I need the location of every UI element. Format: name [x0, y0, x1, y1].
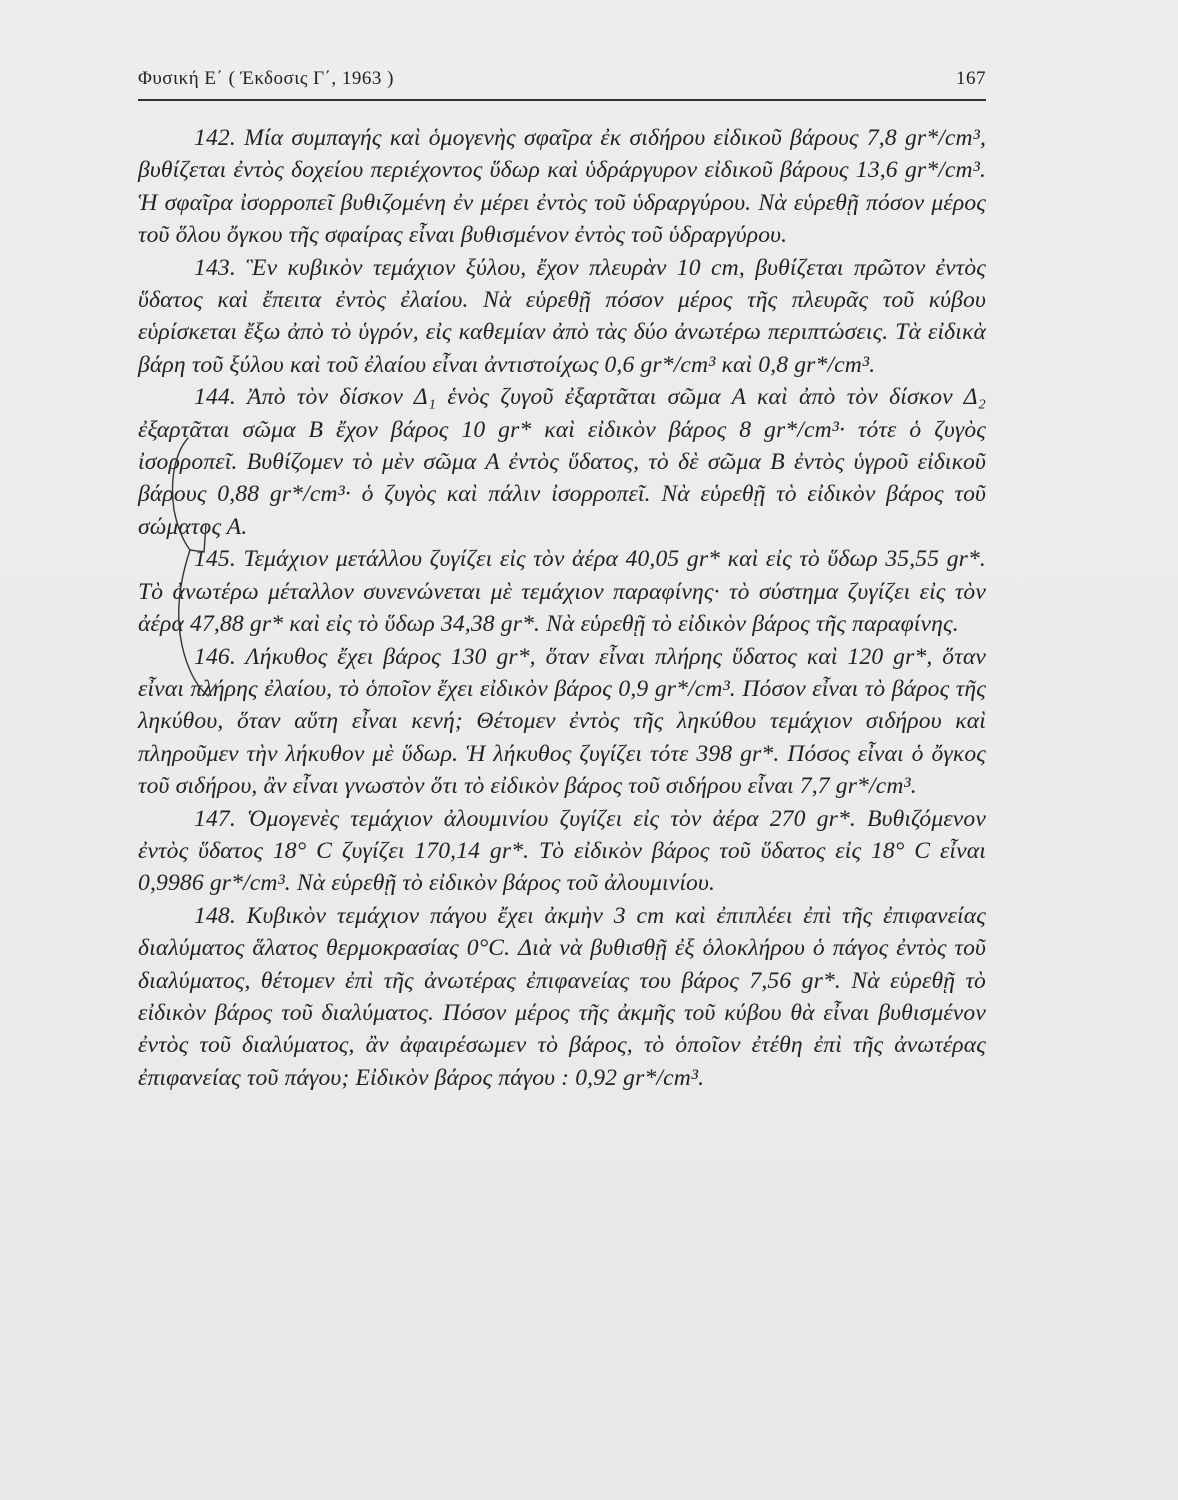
problem-text: Ὁμογενὲς τεμάχιον ἀλουμινίου ζυγίζει εἰς τὸν ἀέρα 270 gr*. Βυθιζόμενον ἐντὸς ὕδατος 18° C ζυγίζει 170,14 gr*. Τὸ εἰδικὸν βάρος τοῦ ὕδατος εἰς 18° C εἶναι 0,9986 gr*/cm³. Νὰ εὑρεθῇ τὸ εἰδικὸν βάρος τοῦ ἀλουμινίου. [138, 805, 986, 897]
problem-text: Λήκυθος ἔχει βάρος 130 gr*, ὅταν εἶναι πλήρης ὕδατος καὶ 120 gr*, ὅταν εἶναι πλήρης ἐλαίου, τὸ ὁποῖον ἔχει εἰδικὸν βάρος 0,9 gr*/cm³. Πόσον εἶναι τὸ βάρος τῆς ληκύθου, ὅταν αὕτη εἶναι κενή; Θέτομεν ἐντὸς τῆς ληκύθου τεμάχιον σιδήρου καὶ πληροῦμεν τὴν λήκυθον μὲ ὕδωρ. Ἡ λήκυθος ζυγίζει τότε 398 gr*. Πόσος εἶναι ὁ ὄγκος τοῦ σιδήρου, ἂν εἶναι γνωστὸν ὅτι τὸ εἰδικὸν βάρος τοῦ σιδήρου εἶναι 7,7 gr*/cm³. [138, 643, 986, 800]
problem-number: 147. [194, 805, 236, 832]
problem-text: Μία συμπαγής καὶ ὁμογενὴς σφαῖρα ἐκ σιδήρου εἰδικοῦ βάρους 7,8 gr*/cm³, βυθίζεται ἐντὸς δοχείου περιέχοντος ὕδωρ καὶ ὑδράργυρον εἰδικοῦ βάρους 13,6 gr*/cm³. Ἡ σφαῖρα ἰσορροπεῖ βυθιζομένη ἐν μέρει ἐντὸς τοῦ ὑδραργύρου. Νὰ εὑρεθῇ πόσον μέρος τοῦ ὅλου ὄγκου τῆς σφαίρας εἶναι βυθισμένον ἐντὸς τοῦ ὑδραργύρου. [138, 125, 986, 249]
problem-text: Τεμάχιον μετάλλου ζυγίζει εἰς τὸν ἀέρα 40,05 gr* καὶ εἰς τὸ ὕδωρ 35,55 gr*. Τὸ ἀνωτέρω μέταλλον συνενώνεται μὲ τεμάχιον παραφίνης· τὸ σύστημα ζυγίζει εἰς τὸν ἀέρα 47,88 gr* καὶ εἰς τὸ ὕδωρ 34,38 gr*. Νὰ εὑρεθῇ τὸ εἰδικὸν βάρος τῆς παραφίνης. [138, 546, 986, 638]
problem-145 [138, 543, 986, 640]
problem-number: 145. [194, 546, 236, 573]
problem-text: Κυβικὸν τεμάχιον πάγου ἔχει ἀκμὴν 3 cm καὶ ἐπιπλέει ἐπὶ τῆς ἐπιφανείας διαλύματος ἅλατος θερμοκρασίας 0°C. Διὰ νὰ βυθισθῇ ἐξ ὁλοκλήρου ὁ πάγος ἐντὸς τοῦ διαλύματος, θέτομεν ἐπὶ τῆς ἀνωτέρας ἐπιφανείας του βάρος 7,56 gr*. Νὰ εὑρεθῇ τὸ εἰδικὸν βάρος τοῦ διαλύματος. Πόσον μέρος τῆς ἀκμῆς τοῦ κύβου θὰ εἶναι βυθισμένον ἐντὸς τοῦ διαλύματος, ἂν ἀφαιρέσωμεν τὸ βάρος, τὸ ὁποῖον ἐτέθη ἐπὶ τῆς ἀνωτέρας ἐπιφανείας τοῦ πάγου; Εἰδικὸν βάρος πάγου : 0,92 gr*/cm³. [138, 902, 986, 1091]
problem-text: Ἀπὸ τὸν δίσκον Δ₁ ἑνὸς ζυγοῦ ἐξαρτᾶται σῶμα Α καὶ ἀπὸ τὸν δίσκον Δ₂ ἐξαρτᾶται σῶμα Β ἔχον βάρος 10 gr* καὶ εἰδικὸν βάρος 8 gr*/cm³· τότε ὁ ζυγὸς ἰσορροπεῖ. Βυθίζομεν τὸ μὲν σῶμα Α ἐντὸς ὕδατος, τὸ δὲ σῶμα Β ἐντὸς ὑγροῦ εἰδικοῦ βάρους 0,88 gr*/cm³· ὁ ζυγὸς καὶ πάλιν ἰσορροπεῖ. Νὰ εὑρεθῇ τὸ εἰδικὸν βάρος τοῦ σώματος Α. [138, 384, 986, 540]
problem-list [138, 122, 986, 1094]
problem-146 [138, 641, 986, 803]
header-title: Φυσική Ε΄ ( Έκδοσις Γ΄, 1963 ) [138, 68, 394, 89]
running-header [138, 68, 986, 100]
problem-number: 142. [194, 125, 236, 151]
header-rule [138, 99, 986, 101]
problem-text: Ἓν κυβικὸν τεμάχιον ξύλου, ἔχον πλευρὰν 10 cm, βυθίζεται πρῶτον ἐντὸς ὕδατος καὶ ἔπειτα ἐντὸς ἐλαίου. Νὰ εὑρεθῇ πόσον μέρος τῆς πλευρᾶς τοῦ κύβου εὑρίσκεται ἔξω ἀπὸ τὸ ὑγρόν, εἰς καθεμίαν ἀπὸ τὰς δύο ἀνωτέρω περιπτώσεις. Τὰ εἰδικὰ βάρη τοῦ ξύλου καὶ τοῦ ἐλαίου εἶναι ἀντιστοίχως 0,6 gr*/cm³ καὶ 0,8 gr*/cm³. [138, 254, 986, 378]
problem-143 [138, 252, 986, 382]
problem-148 [138, 900, 986, 1094]
problem-144 [138, 381, 986, 543]
problem-number: 148. [194, 902, 236, 929]
problem-142 [138, 122, 986, 252]
problem-number: 143. [194, 254, 236, 281]
problem-147 [138, 803, 986, 900]
page-number: 167 [956, 68, 986, 89]
problem-number: 146. [194, 643, 236, 670]
problem-number: 144. [194, 384, 236, 411]
